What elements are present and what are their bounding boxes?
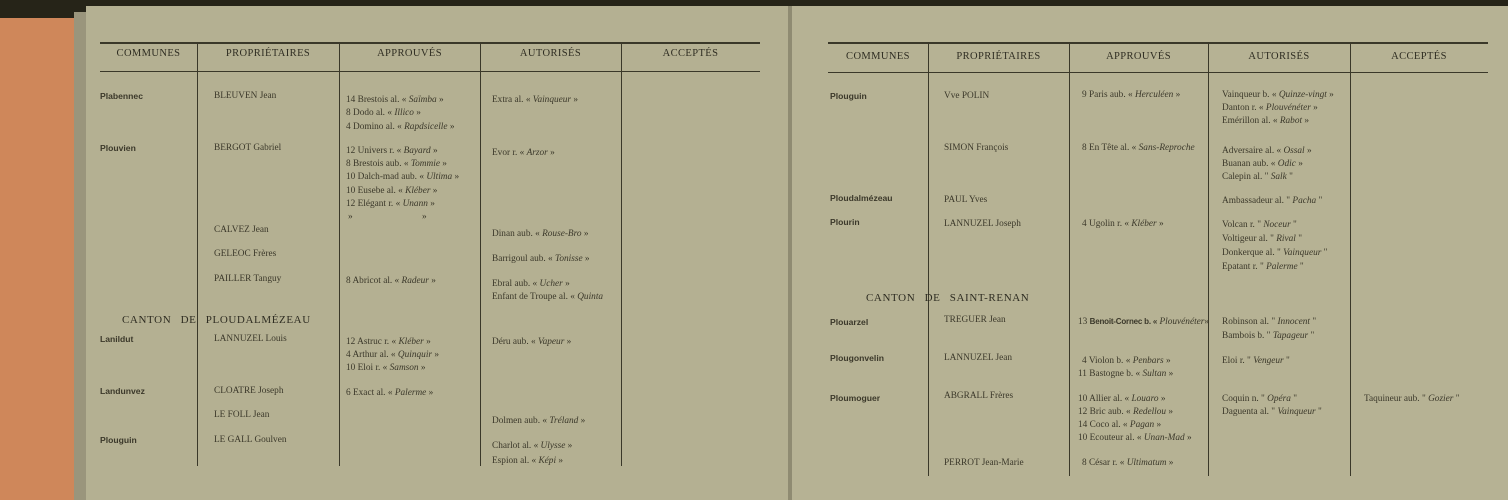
header-communes: COMMUNES <box>846 51 910 62</box>
approved-entry: 4 Domino al. « Rapdsicelle » <box>346 122 455 132</box>
ditto-mark: » <box>348 212 353 222</box>
header-communes: COMMUNES <box>116 48 181 59</box>
approved-entry: 10 Eusebe al. « Kléber » <box>346 186 438 196</box>
owner-name: BLEUVEN Jean <box>214 91 277 101</box>
authorized-entry: Extra al. « Vainqueur » <box>492 95 578 105</box>
owner-name: LANNUZEL Louis <box>214 334 287 344</box>
header-bottom-rule <box>828 72 1488 73</box>
authorized-entry: Evor r. « Arzor » <box>492 148 555 158</box>
authorized-entry: Danton r. « Plouvénéter » <box>1222 103 1318 113</box>
approved-entry: 4 Violon b. « Penbars » <box>1082 356 1171 366</box>
owner-name: LE FOLL Jean <box>214 410 270 420</box>
approved-entry: 11 Bastogne b. « Sultan » <box>1078 369 1174 379</box>
approved-entry: 10 Ecouteur al. « Unan-Mad » <box>1078 433 1192 443</box>
authorized-entry: Espion al. « Képi » <box>492 456 564 466</box>
commune-name: Plouguin <box>830 91 867 101</box>
authorized-entry: Calepin al. " Salk " <box>1222 172 1293 182</box>
header-approuves: APPROUVÉS <box>377 48 442 59</box>
authorized-entry: Enfant de Troupe al. « Quinta <box>492 292 604 302</box>
header-autorises: AUTORISÉS <box>1248 51 1310 62</box>
commune-name: Lanildut <box>100 334 134 344</box>
authorized-entry: Déru aub. « Vapeur » <box>492 337 572 347</box>
approved-entry: 8 César r. « Ultimatum » <box>1082 458 1174 468</box>
left-page <box>86 6 790 500</box>
approved-entry: 8 En Tête al. « Sans-Reproche <box>1082 143 1195 153</box>
column-divider <box>928 42 929 476</box>
approved-entry: 9 Paris aub. « Herculéen » <box>1082 90 1181 100</box>
header-autorises: AUTORISÉS <box>519 48 582 59</box>
header-top-rule <box>828 42 1488 44</box>
commune-name: Plouguin <box>100 435 137 445</box>
commune-name: Ploumoguer <box>830 393 881 403</box>
authorized-entry: Coquin n. " Opéra " <box>1222 394 1298 404</box>
approved-entry: 4 Ugolin r. « Kléber » <box>1082 219 1164 229</box>
column-divider <box>621 42 622 466</box>
accepted-entry: Taquineur aub. " Gozier " <box>1364 394 1460 404</box>
column-divider <box>1208 42 1209 476</box>
authorized-entry: Donkerque al. " Vainqueur " <box>1222 248 1328 258</box>
ditto-mark: » <box>422 212 427 222</box>
authorized-entry: Charlot al. « Ulysse » <box>492 441 573 451</box>
commune-name: Plouvien <box>100 143 136 153</box>
authorized-entry: Voltigeur al. " Rival " <box>1222 234 1302 244</box>
authorized-entry: Eloi r. " Vengeur " <box>1222 356 1290 366</box>
book-cover-spine <box>0 18 80 500</box>
approved-entry: 10 Eloi r. « Samson » <box>346 363 426 373</box>
owner-name: GELEOC Frères <box>214 249 277 259</box>
approved-entry: 14 Brestois al. « Saïmba » <box>346 95 444 105</box>
approved-entry: 10 Allier al. « Louaro » <box>1078 394 1166 404</box>
column-divider <box>339 42 340 466</box>
commune-name: Landunvez <box>100 386 145 396</box>
authorized-entry: Dolmen aub. « Tréland » <box>492 416 586 426</box>
owner-name: LE GALL Goulven <box>214 435 287 445</box>
header-approuves: APPROUVÉS <box>1106 51 1171 62</box>
column-divider <box>480 42 481 466</box>
authorized-entry: Ebral aub. « Ucher » <box>492 279 570 289</box>
owner-name: PAILLER Tanguy <box>214 274 282 284</box>
approved-entry: 12 Elégant r. « Unann » <box>346 199 435 209</box>
owner-name: PAUL Yves <box>944 195 988 205</box>
authorized-entry: Robinson al. " Innocent " <box>1222 317 1317 327</box>
authorized-entry: Barrigoul aub. « Tonisse » <box>492 254 590 264</box>
authorized-entry: Vainqueur b. « Quinze-vingt » <box>1222 90 1334 100</box>
approved-entry: 12 Astruc r. « Kléber » <box>346 337 431 347</box>
owner-name: BERGOT Gabriel <box>214 143 282 153</box>
authorized-entry: Daguenta al. " Vainqueur " <box>1222 407 1322 417</box>
column-divider <box>1069 42 1070 476</box>
authorized-entry: Dinan aub. « Rouse-Bro » <box>492 229 589 239</box>
approved-entry: 4 Arthur al. « Quinquir » <box>346 350 439 360</box>
commune-name: Ploudalmézeau <box>830 193 893 203</box>
approved-entry: 12 Bric aub. « Redellou » <box>1078 407 1174 417</box>
owner-name: LANNUZEL Joseph <box>944 219 1021 229</box>
header-acceptes: ACCEPTÉS <box>662 48 719 59</box>
approved-entry: 8 Dodo al. « Illico » <box>346 108 421 118</box>
authorized-entry: Adversaire al. « Ossal » <box>1222 146 1312 156</box>
header-top-rule <box>100 42 760 44</box>
authorized-entry: Emérillon al. « Rabot » <box>1222 116 1310 126</box>
canton-heading: CANTON DE PLOUDALMÉZEAU <box>122 314 311 326</box>
approved-entry: 14 Coco al. « Pagan » <box>1078 420 1162 430</box>
approved-entry: 6 Exact al. « Palerme » <box>346 388 434 398</box>
authorized-entry: Volcan r. " Noceur " <box>1222 220 1297 230</box>
owner-name: CLOATRE Joseph <box>214 386 284 396</box>
authorized-entry: Bambois b. " Tapageur " <box>1222 331 1315 341</box>
commune-name: Plouarzel <box>830 317 869 327</box>
commune-name: Plougonvelin <box>830 353 884 363</box>
column-divider <box>1350 42 1351 476</box>
owner-name: LANNUZEL Jean <box>944 353 1013 363</box>
header-proprietaires: PROPRIÉTAIRES <box>225 48 311 59</box>
commune-name: Plabennec <box>100 91 143 101</box>
commune-name: Plourin <box>830 217 860 227</box>
authorized-entry: Epatant r. " Palerme " <box>1222 262 1304 272</box>
header-proprietaires: PROPRIÉTAIRES <box>956 51 1041 62</box>
owner-name: ABGRALL Frères <box>944 391 1014 401</box>
authorized-entry: Ambassadeur al. " Pacha " <box>1222 196 1323 206</box>
owner-name: TREGUER Jean <box>944 315 1006 325</box>
owner-name: Vve POLIN <box>944 91 990 101</box>
owner-name: PERROT Jean-Marie <box>944 458 1024 468</box>
approved-entry: 12 Univers r. « Bayard » <box>346 146 438 156</box>
right-page <box>792 6 1508 500</box>
owner-name: SIMON François <box>944 143 1009 153</box>
header-bottom-rule <box>100 71 760 72</box>
canton-heading: CANTON DE SAINT-RENAN <box>866 292 1030 304</box>
header-acceptes: ACCEPTÉS <box>1391 51 1447 62</box>
owner-name: CALVEZ Jean <box>214 225 269 235</box>
approved-entry: 8 Brestois aub. « Tommie » <box>346 159 447 169</box>
authorized-entry: Buanan aub. « Odic » <box>1222 159 1303 169</box>
column-divider <box>197 42 198 466</box>
approved-entry: 8 Abricot al. « Radeur » <box>346 276 436 286</box>
approved-entry: 13 Benoit-Cornec b. « Plouvénéter» <box>1078 317 1210 327</box>
approved-entry: 10 Dalch-mad aub. « Ultima » <box>346 172 460 182</box>
